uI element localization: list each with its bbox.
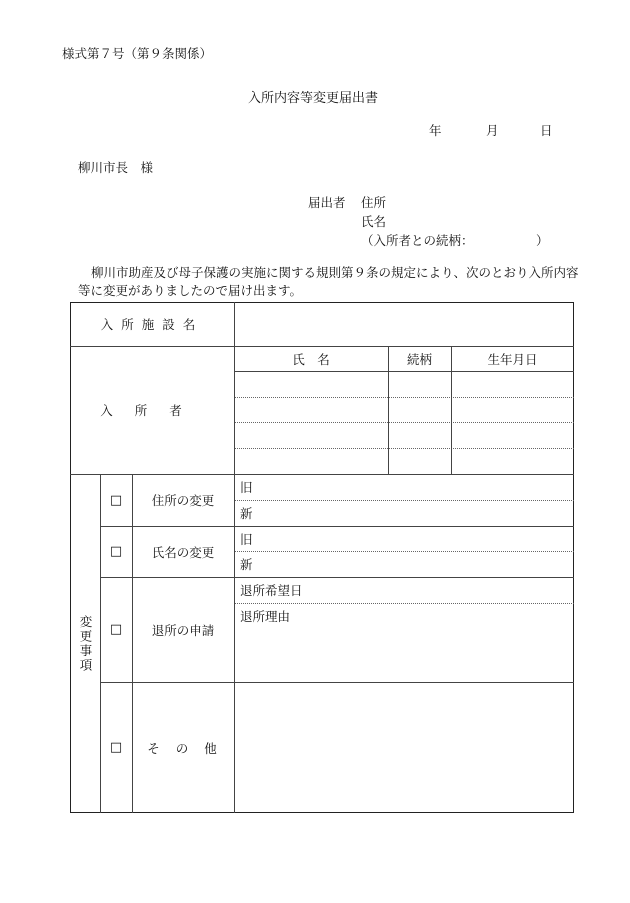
leave-date-field[interactable]: [234, 577, 574, 603]
changes-label: 変更事項: [78, 614, 93, 673]
leave-request-label: 退所の申請: [151, 622, 215, 638]
address-change-label: 住所の変更: [151, 493, 215, 508]
resident-birthdate-input[interactable]: [452, 398, 573, 422]
address-change-checkbox[interactable]: □: [109, 492, 123, 508]
address-label: 住所: [361, 195, 387, 210]
column-header-birthdate: 生年月日: [487, 351, 538, 367]
other-label: その他: [147, 740, 233, 756]
page-title: 入所内容等変更届出書: [248, 91, 379, 106]
address-new-field[interactable]: [234, 500, 574, 526]
resident-name-input[interactable]: [235, 449, 388, 474]
name-change-checkbox[interactable]: □: [109, 544, 123, 559]
leave-request-checkbox[interactable]: □: [109, 622, 123, 637]
submitter-label: 届出者: [308, 195, 346, 210]
name-new-label: 新: [240, 557, 253, 572]
column-header-name: 氏 名: [292, 351, 330, 367]
resident-relation-input[interactable]: [389, 372, 451, 397]
addressee: 柳川市長 様: [78, 160, 154, 175]
name-new-field[interactable]: [234, 551, 574, 577]
name-old-label: 旧: [240, 531, 253, 547]
resident-birthdate-input[interactable]: [452, 423, 573, 448]
date-year-label: 年: [429, 123, 442, 138]
other-checkbox[interactable]: □: [109, 740, 123, 755]
name-old-field[interactable]: [234, 526, 574, 551]
other-input[interactable]: [235, 683, 573, 812]
changes-label-cell: [70, 474, 100, 813]
leave-reason-field[interactable]: [234, 603, 574, 629]
date-month-label: 月: [486, 123, 499, 138]
resident-relation-input[interactable]: [389, 398, 451, 422]
name-label: 氏名: [361, 214, 387, 229]
column-header-relation: 続柄: [406, 351, 432, 367]
address-old-field[interactable]: [234, 474, 574, 500]
resident-name-input[interactable]: [235, 398, 388, 422]
relation-close: ）: [536, 233, 549, 248]
relation-label: （入所者との続柄：: [361, 233, 474, 248]
resident-birthdate-input[interactable]: [452, 449, 573, 474]
resident-label: 入所者: [100, 403, 204, 418]
facility-input[interactable]: [235, 303, 573, 346]
resident-name-input[interactable]: [235, 372, 388, 397]
resident-relation-input[interactable]: [389, 423, 451, 448]
leave-reason-label: 退所理由: [240, 609, 291, 624]
address-new-label: 新: [240, 506, 253, 521]
resident-name-input[interactable]: [235, 423, 388, 448]
body-text: 柳川市助産及び母子保護の実施に関する規則第９条の規定により、次のとおり入所内容等に変更がありましたので届け出ます。: [78, 265, 579, 298]
facility-label: 入所施設名: [100, 317, 204, 332]
resident-birthdate-input[interactable]: [452, 372, 573, 397]
name-change-label: 氏名の変更: [151, 544, 215, 560]
address-old-label: 旧: [240, 480, 253, 495]
leave-date-label: 退所希望日: [240, 583, 303, 598]
form-number: 様式第７号（第９条関係）: [62, 46, 213, 61]
date-day-label: 日: [540, 123, 553, 138]
resident-relation-input[interactable]: [389, 449, 451, 474]
